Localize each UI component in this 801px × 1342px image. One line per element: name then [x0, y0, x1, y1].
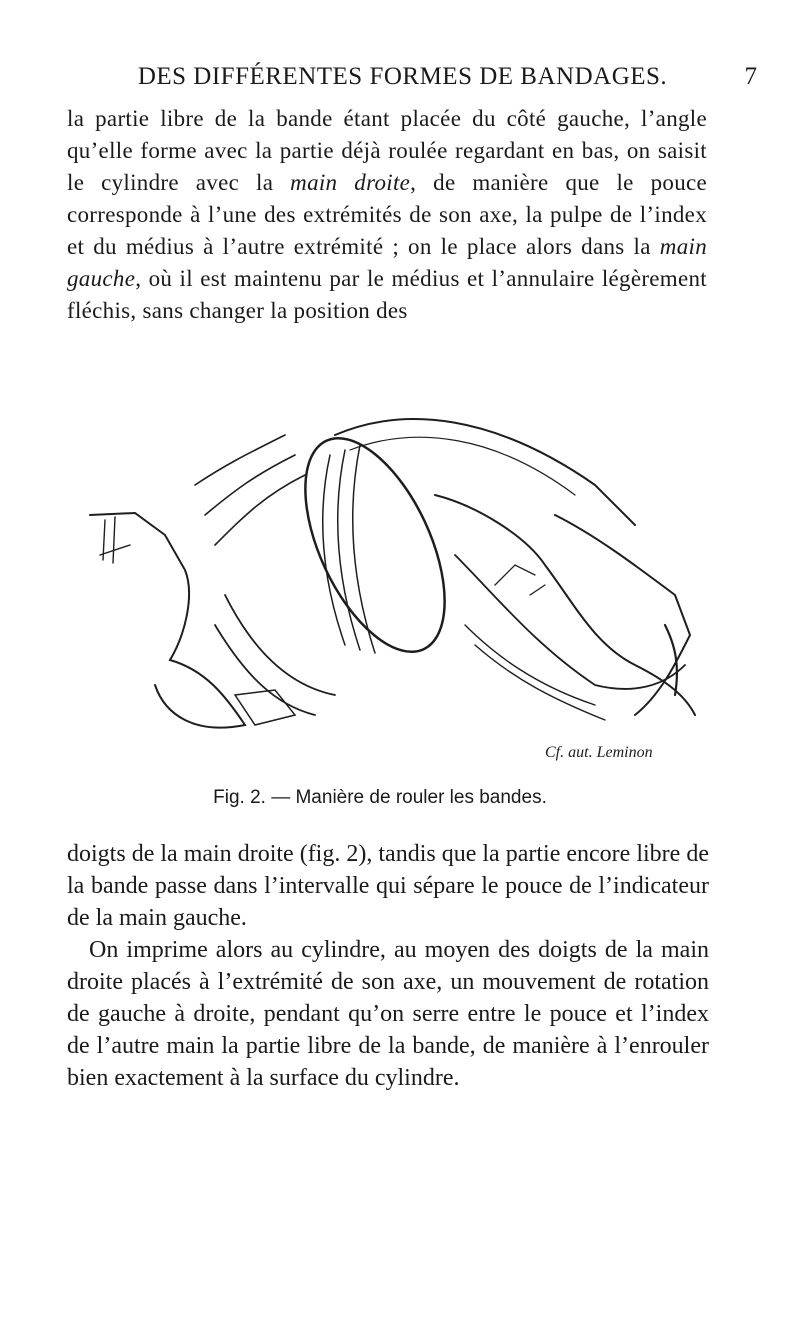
running-title: DES DIFFÉRENTES FORMES DE BANDAGES.: [137, 63, 668, 90]
paragraph-bottom: [67, 838, 709, 1094]
paragraph-top-part2: , de manière que le pouce corresponde à l’une des extrémités de son axe, la pulpe de l’index et du médius à l’autre extrémité ; on le place alors dans la: [67, 170, 708, 259]
paragraph-top-part3: , où il est maintenu par le médius et l’annulaire légèrement fléchis, sans changer la position des: [67, 266, 707, 323]
paragraph-top-part1: la partie libre de la bande étant placée du côté gauche, l’angle qu’elle forme avec la partie déjà roulée regardant en bas, on saisit le cylindre avec la: [67, 106, 707, 195]
page-number: 7: [744, 63, 757, 90]
hand-right-outline: [435, 495, 695, 715]
bandage-free-strip: [335, 419, 635, 525]
bandage-cylinder-shading: [323, 445, 375, 653]
paragraph-continuation: doigts de la main droite (fig. 2), tandis que la partie encore libre de la bande passe dans l’intervalle qui sépare le pouce de l’indicateur de la main gauche.: [67, 841, 709, 931]
paragraph-top-text: [67, 103, 707, 327]
hands-rolling-bandage-illustration: [75, 395, 715, 775]
bandage-cylinder: [277, 418, 474, 673]
paragraph-second: On imprime alors au cylindre, au moyen des doigts de la main droite placés à l’extrémité de son axe, un mouvement de rotation de gauche à droite, pendant qu’on serre entre le pouce et l’index de l’autre main la partie libre de la bande, de manière à l’enrouler bien exactement à la surface du cylindre.: [67, 937, 709, 1091]
emphasis-main-droite: main droite: [290, 170, 411, 195]
figure-caption: Fig. 2. — Manière de rouler les bandes.: [213, 787, 547, 808]
emphasis-main-gauche: main gauche: [67, 234, 707, 291]
paragraph-top: [67, 103, 707, 327]
engraver-signature: Cf. aut. Leminon: [545, 744, 653, 761]
figure-illustration: [75, 395, 715, 775]
page-header: [40, 60, 765, 100]
